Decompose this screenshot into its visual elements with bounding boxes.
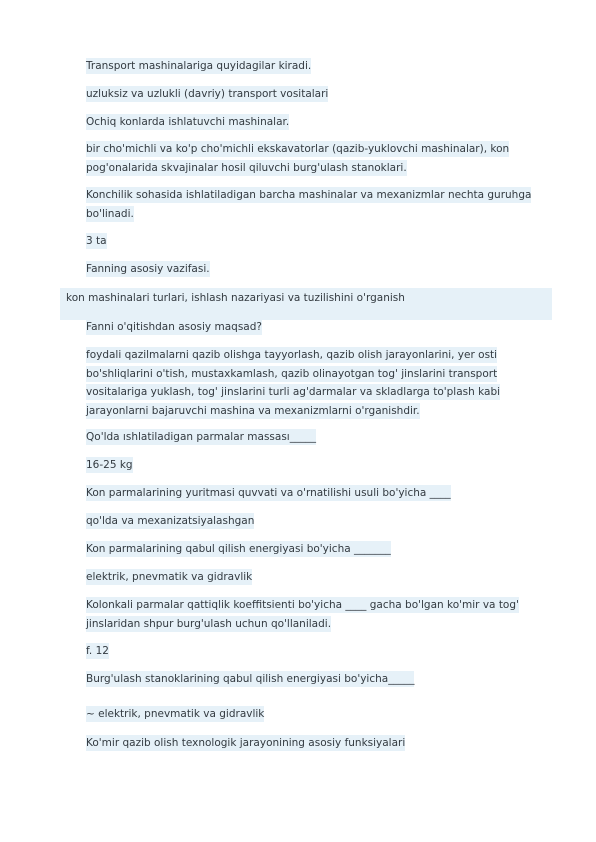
paragraph-18: f. 12 (86, 645, 109, 657)
paragraph-10: foydali qazilmalarni qazib olishga tayyorlash, qazib olish jarayonlarini, yer osti bo'shliqlarini o'tish, mustaxkamlash, qazib olinayotgan tog' jinslarini transport vositalariga yuklash, tog' jinslarini turli ag'darmalar va skladlarga to'plash kabi jarayonlarni bajaruvchi mashina va mexanizmlarni o'rganishdir. (86, 349, 501, 417)
paragraph-5: Konchilik sohasida ishlatiladigan barcha mashinalar va mexanizmlar nechta guruhga bo'linadi. (86, 189, 532, 220)
paragraph-21: Ko'mir qazib olish texnologik jarayonining asosiy funksiyalari (86, 737, 406, 749)
paragraph-3: Ochiq konlarda ishlatuvchi mashinalar. (86, 116, 290, 128)
paragraph-13: Kon parmalarining yuritmasi quvvati va o'rnatilishi usuli bo'yicha ____ (86, 487, 451, 499)
paragraph-19: Burg'ulash stanoklarining qabul qilish energiyasi bo'yicha_____ (86, 673, 415, 685)
paragraph-14: qo'lda va mexanizatsiyalashgan (86, 515, 255, 527)
paragraph-1: Transport mashinalariga quyidagilar kiradi. (86, 60, 312, 72)
paragraph-6: 3 ta (86, 235, 107, 247)
paragraph-8: kon mashinalari turlari, ishlash nazariyasi va tuzilishini o'rganish (66, 292, 405, 304)
paragraph-2: uzluksiz va uzlukli (davriy) transport vositalari (86, 88, 329, 100)
paragraph-9: Fanni o'qitishdan asosiy maqsad? (86, 321, 262, 333)
paragraph-4: bir cho'michli va ko'p cho'michli ekskavatorlar (qazib-yuklovchi mashinalar), kon pog'onalarida skvajinalar hosil qiluvchi burg'ulash stanoklari. (86, 143, 510, 174)
paragraph-11: Qo'lda ıshlatiladigan parmalar massası_____ (86, 431, 316, 443)
paragraph-16: elektrik, pnevmatik va gidravlik (86, 571, 253, 583)
paragraph-17: Kolonkali parmalar qattiqlik koeffitsienti bo'yicha ____ gacha bo'lgan ko'mir va tog' jinslaridan shpur burg'ulash uchun qo'llaniladi. (86, 599, 519, 630)
paragraph-20: ~ elektrik, pnevmatik va gidravlik (86, 708, 265, 720)
paragraph-15: Kon parmalarining qabul qilish energiyasi bo'yicha _______ (86, 543, 391, 555)
paragraph-12: 16-25 kg (86, 459, 133, 471)
paragraph-7: Fanning asosiy vazifasi. (86, 263, 210, 275)
